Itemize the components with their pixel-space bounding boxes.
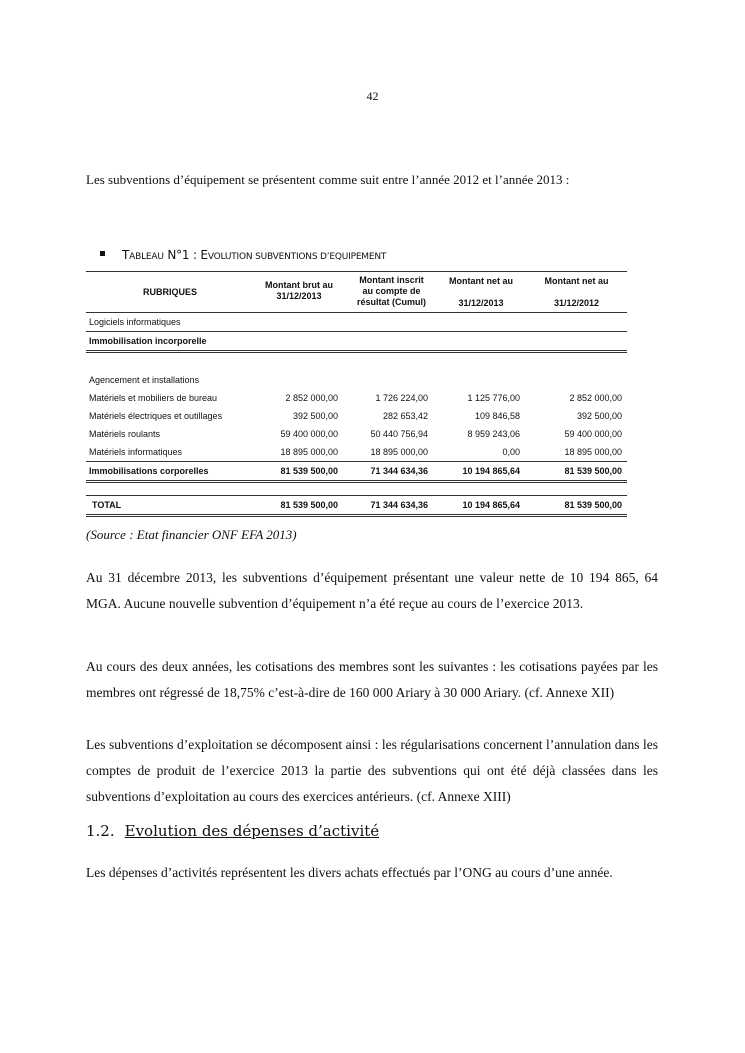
cell-net2013: 10 194 865,64 xyxy=(462,500,520,510)
paragraph-subventions-exploitation: Les subventions d’exploitation se décomposent ainsi : les régularisations concernent l’annulation dans les comptes de produit de l’exercice 2013 la partie des subventions qui ont été déjà classées dans les subventions d’exploitation au cours des exercices antérieurs. (cf. Annexe XIII) xyxy=(86,737,658,804)
paragraph-cotisations: Au cours des deux années, les cotisations des membres sont les suivantes : les cotisations payées par les membres ont régressé de 18,75% c’est-à-dire de 160 000 Ariary à 30 000 Ariary. (cf. Annexe XII) xyxy=(86,659,658,700)
page-number: 42 xyxy=(366,89,379,103)
cell-brut: 81 539 500,00 xyxy=(280,466,338,476)
row-label: Matériels et mobiliers de bureau xyxy=(89,393,218,403)
section-heading-number: 1.2. xyxy=(86,822,115,840)
cell-net2012: 2 852 000,00 xyxy=(569,393,622,403)
header-brut xyxy=(254,280,344,302)
row-label: Logiciels informatiques xyxy=(89,317,181,327)
table-row xyxy=(86,443,627,462)
row-label: Matériels roulants xyxy=(89,429,161,439)
cell-brut: 81 539 500,00 xyxy=(280,500,338,510)
table-row-logiciels xyxy=(86,313,627,332)
header-brut-line1: Montant brut au xyxy=(265,280,333,290)
header-inscrit xyxy=(344,275,439,308)
table-row-agencement xyxy=(86,371,627,389)
table-title-prefix: T xyxy=(122,248,130,262)
cell-inscrit: 71 344 634,36 xyxy=(370,466,428,476)
table-row xyxy=(86,389,627,407)
table-spacer xyxy=(86,483,627,496)
row-label: Immobilisations corporelles xyxy=(89,466,209,476)
table-row-corporelles xyxy=(86,462,627,483)
header-net2013-bottom: 31/12/2013 xyxy=(458,298,504,308)
row-label: Matériels électriques et outillages xyxy=(89,411,223,421)
cell-inscrit: 18 895 000,00 xyxy=(370,447,428,457)
header-rubriques: RUBRIQUES xyxy=(142,287,197,297)
header-net2013-top: Montant net au xyxy=(449,276,513,286)
table-header xyxy=(86,271,627,313)
header-inscrit-line1: Montant inscrit xyxy=(359,275,424,285)
header-net2012-top: Montant net au xyxy=(544,276,609,286)
row-label: Agencement et installations xyxy=(89,375,200,385)
subventions-table xyxy=(86,271,627,517)
cell-net2013: 109 846,58 xyxy=(474,411,520,421)
cell-net2012: 81 539 500,00 xyxy=(564,500,622,510)
table-title-small1: ABLEAU xyxy=(129,252,164,262)
paragraph-subventions-nette: Au 31 décembre 2013, les subventions d’équipement présentant une valeur nette de 10 194 865, 64 MGA. Aucune nouvelle subvention d’équipement n’a été reçue au cours de l’exercice 2013. xyxy=(86,570,658,611)
cell-net2013: 10 194 865,64 xyxy=(462,466,520,476)
cell-inscrit: 282 653,42 xyxy=(382,411,428,421)
cell-inscrit: 71 344 634,36 xyxy=(370,500,428,510)
table-spacer xyxy=(86,353,627,371)
table-title-small2: VOLUTION SUBVENTIONS D’EQUIPEMENT xyxy=(207,252,387,262)
cell-brut: 392 500,00 xyxy=(292,411,338,421)
cell-brut: 18 895 000,00 xyxy=(280,447,338,457)
section-heading xyxy=(86,822,379,840)
cell-net2013: 0,00 xyxy=(502,447,520,457)
cell-net2012: 392 500,00 xyxy=(576,411,622,421)
header-inscrit-line3: résultat (Cumul) xyxy=(356,297,426,307)
cell-inscrit: 50 440 756,94 xyxy=(370,429,428,439)
header-net2012-bottom: 31/12/2012 xyxy=(553,298,600,308)
table-row-incorporelle xyxy=(86,332,627,353)
bullet-icon xyxy=(100,251,105,256)
paragraph-depenses: Les dépenses d’activités représentent les divers achats effectués par l’ONG au cours d’une année. xyxy=(86,865,613,880)
table-row-total xyxy=(86,496,627,517)
cell-net2013: 8 959 243,06 xyxy=(467,429,520,439)
table-row xyxy=(86,425,627,443)
cell-brut: 59 400 000,00 xyxy=(280,429,338,439)
header-inscrit-line2: au compte de xyxy=(362,286,421,296)
intro-paragraph: Les subventions d’équipement se présentent comme suit entre l’année 2012 et l’année 2013 : xyxy=(86,172,570,187)
cell-net2012: 81 539 500,00 xyxy=(564,466,622,476)
cell-net2013: 1 125 776,00 xyxy=(467,393,520,403)
cell-net2012: 18 895 000,00 xyxy=(564,447,622,457)
row-label: TOTAL xyxy=(92,500,122,510)
cell-inscrit: 1 726 224,00 xyxy=(375,393,428,403)
table-title xyxy=(100,248,386,262)
table-title-mid: N°1 : E xyxy=(163,248,208,262)
cell-brut: 2 852 000,00 xyxy=(285,393,338,403)
row-label: Matériels informatiques xyxy=(89,447,183,457)
section-heading-text: Evolution des dépenses d’activité xyxy=(124,822,380,840)
cell-net2012: 59 400 000,00 xyxy=(564,429,622,439)
row-label: Immobilisation incorporelle xyxy=(89,336,207,346)
table-row xyxy=(86,407,627,425)
table-source: (Source : Etat financier ONF EFA 2013) xyxy=(86,527,297,542)
header-brut-line2: 31/12/2013 xyxy=(276,291,322,301)
